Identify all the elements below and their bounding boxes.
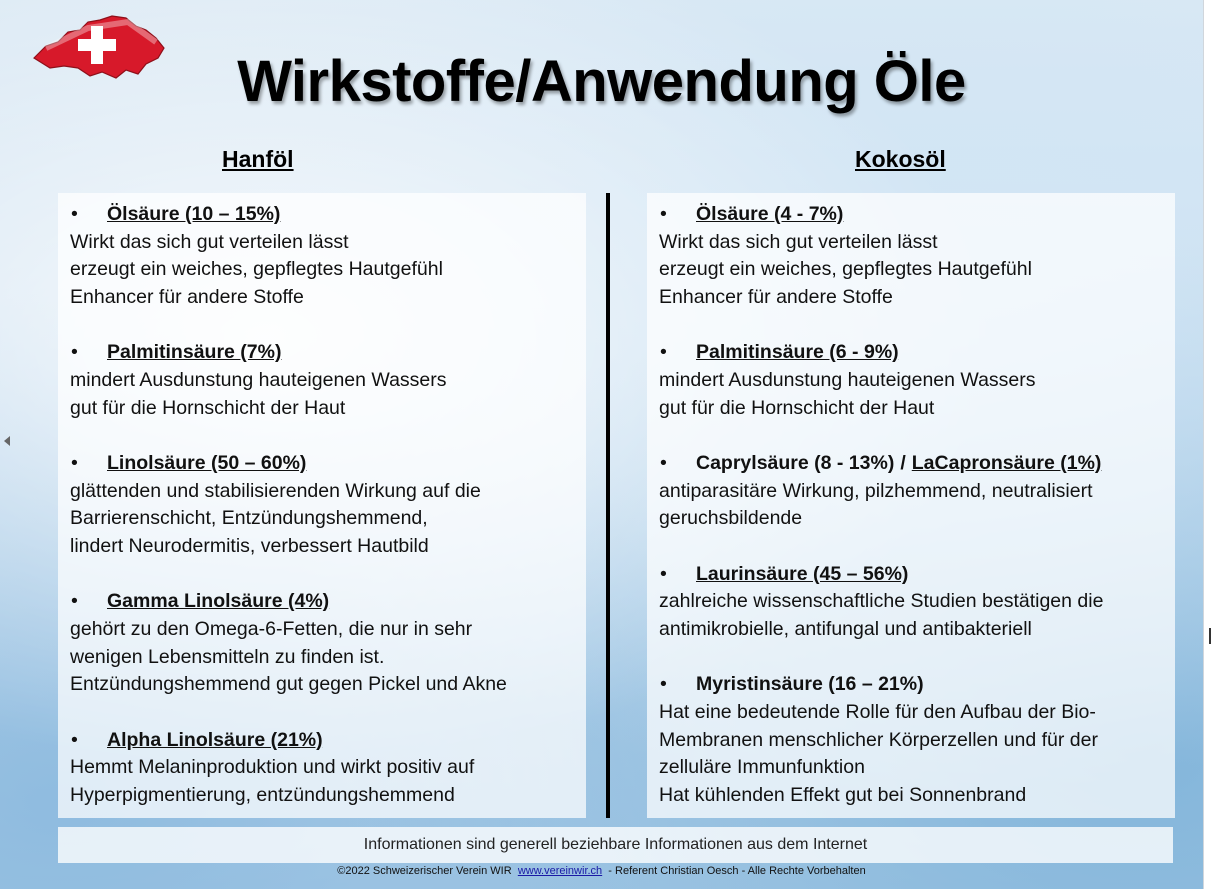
item-heading: Linolsäure (50 – 60%) (107, 451, 307, 474)
kokosoel-panel (647, 193, 1175, 818)
item-text: Membranen menschlicher Körperzellen und für der (659, 728, 1098, 751)
item-heading-line (70, 201, 574, 229)
bullet: • (660, 673, 667, 696)
item-text: erzeugt ein weiches, gepflegtes Hautgefühl (659, 258, 1032, 281)
item-text: antiparasitäre Wirkung, pilzhemmend, neutralisiert (659, 479, 1093, 502)
column-heading-hanfoel: Hanföl (222, 146, 294, 172)
item-text: gehört zu den Omega-6-Fetten, die nur in sehr (70, 617, 473, 640)
list-item (70, 450, 574, 561)
item-text: lindert Neurodermitis, verbessert Hautbild (70, 535, 429, 558)
item-text: antimikrobielle, antifungal und antibakteriell (659, 617, 1032, 640)
list-item (70, 201, 574, 312)
bullet: • (660, 562, 667, 585)
item-text: gut für die Hornschicht der Haut (70, 396, 346, 419)
editor-right-strip (1203, 0, 1219, 889)
item-heading: Palmitinsäure (6 - 9%) (696, 341, 899, 364)
item-text: Hyperpigmentierung, entzündungshemmend (70, 783, 455, 806)
bullet: • (71, 590, 78, 613)
item-text: Wirkt das sich gut verteilen lässt (70, 230, 349, 253)
footer-note: Informationen sind generell beziehbare Informationen aus dem Internet (58, 827, 1173, 863)
item-heading-line (70, 727, 574, 755)
item-heading-line (659, 450, 1163, 478)
bullet: • (660, 341, 667, 364)
item-heading-line (659, 201, 1163, 229)
item-text: Hat kühlenden Effekt gut bei Sonnenbrand (659, 783, 1027, 806)
page-title: Wirkstoffe/Anwendung Öle (237, 49, 966, 114)
item-heading-line (659, 339, 1163, 367)
bullet: • (71, 341, 78, 364)
item-heading-line (70, 588, 574, 616)
list-item (70, 588, 574, 699)
item-text: Enhancer für andere Stoffe (70, 286, 304, 309)
website-link[interactable]: www.vereinwir.ch (517, 865, 603, 877)
item-text: Hemmt Melaninproduktion und wirkt positiv auf (70, 756, 475, 779)
item-heading-line (659, 561, 1163, 589)
list-item (659, 561, 1163, 644)
copyright-line (0, 865, 1203, 877)
item-heading: Ölsäure (10 – 15%) (107, 203, 281, 225)
item-heading: Caprylsäure (8 - 13%) (696, 451, 895, 474)
column-heading-kokosoel: Kokosöl (855, 146, 946, 172)
item-heading: Myristinsäure (16 – 21%) (696, 673, 924, 696)
bullet: • (660, 451, 667, 474)
list-item (70, 339, 574, 422)
item-heading-line (70, 450, 574, 478)
list-item (659, 201, 1163, 312)
item-text: zahlreiche wissenschaftliche Studien bestätigen die (659, 590, 1104, 613)
list-item (70, 727, 574, 810)
item-heading: Gamma Linolsäure (4%) (107, 590, 330, 613)
item-text: Barrierenschicht, Entzündungshemmend, (70, 507, 428, 530)
copyright-prefix: ©2022 Schweizerischer Verein WIR (337, 865, 512, 877)
copyright-suffix: - Referent Christian Oesch - Alle Rechte Vorbehalten (608, 865, 866, 877)
item-heading: Ölsäure (4 - 7%) (696, 203, 844, 225)
item-text: gut für die Hornschicht der Haut (659, 396, 935, 419)
item-heading-separator: / (900, 451, 906, 474)
item-text: glättenden und stabilisierenden Wirkung auf die (70, 479, 481, 502)
list-item (659, 450, 1163, 533)
item-text: Hat eine bedeutende Rolle für den Aufbau der Bio- (659, 700, 1096, 723)
column-divider (606, 193, 610, 818)
item-heading: LaCapronsäure (1%) (911, 451, 1102, 474)
item-heading: Laurinsäure (45 – 56%) (696, 562, 909, 585)
hanfoel-panel (58, 193, 586, 818)
item-text: Wirkt das sich gut verteilen lässt (659, 230, 938, 253)
item-text: Entzündungshemmend gut gegen Pickel und Akne (70, 673, 507, 696)
text-cursor-icon (1209, 628, 1211, 644)
item-text: mindert Ausdunstung hauteigenen Wassers (70, 369, 447, 392)
bullet: • (660, 203, 667, 225)
item-text: zelluläre Immunfunktion (659, 756, 865, 779)
item-text: Enhancer für andere Stoffe (659, 286, 893, 309)
item-text: erzeugt ein weiches, gepflegtes Hautgefühl (70, 258, 443, 281)
item-text: wenigen Lebensmitteln zu finden ist. (70, 645, 385, 668)
bullet: • (71, 203, 78, 225)
bullet: • (71, 728, 78, 751)
item-text: mindert Ausdunstung hauteigenen Wassers (659, 369, 1036, 392)
list-item (659, 339, 1163, 422)
item-heading-line (70, 339, 574, 367)
bullet: • (71, 451, 78, 474)
collapse-arrow-icon[interactable] (4, 436, 10, 446)
item-heading-line (659, 671, 1163, 699)
item-heading: Alpha Linolsäure (21%) (107, 728, 323, 751)
item-text: geruchsbildende (659, 507, 803, 530)
list-item (659, 671, 1163, 810)
item-heading: Palmitinsäure (7%) (107, 341, 282, 364)
